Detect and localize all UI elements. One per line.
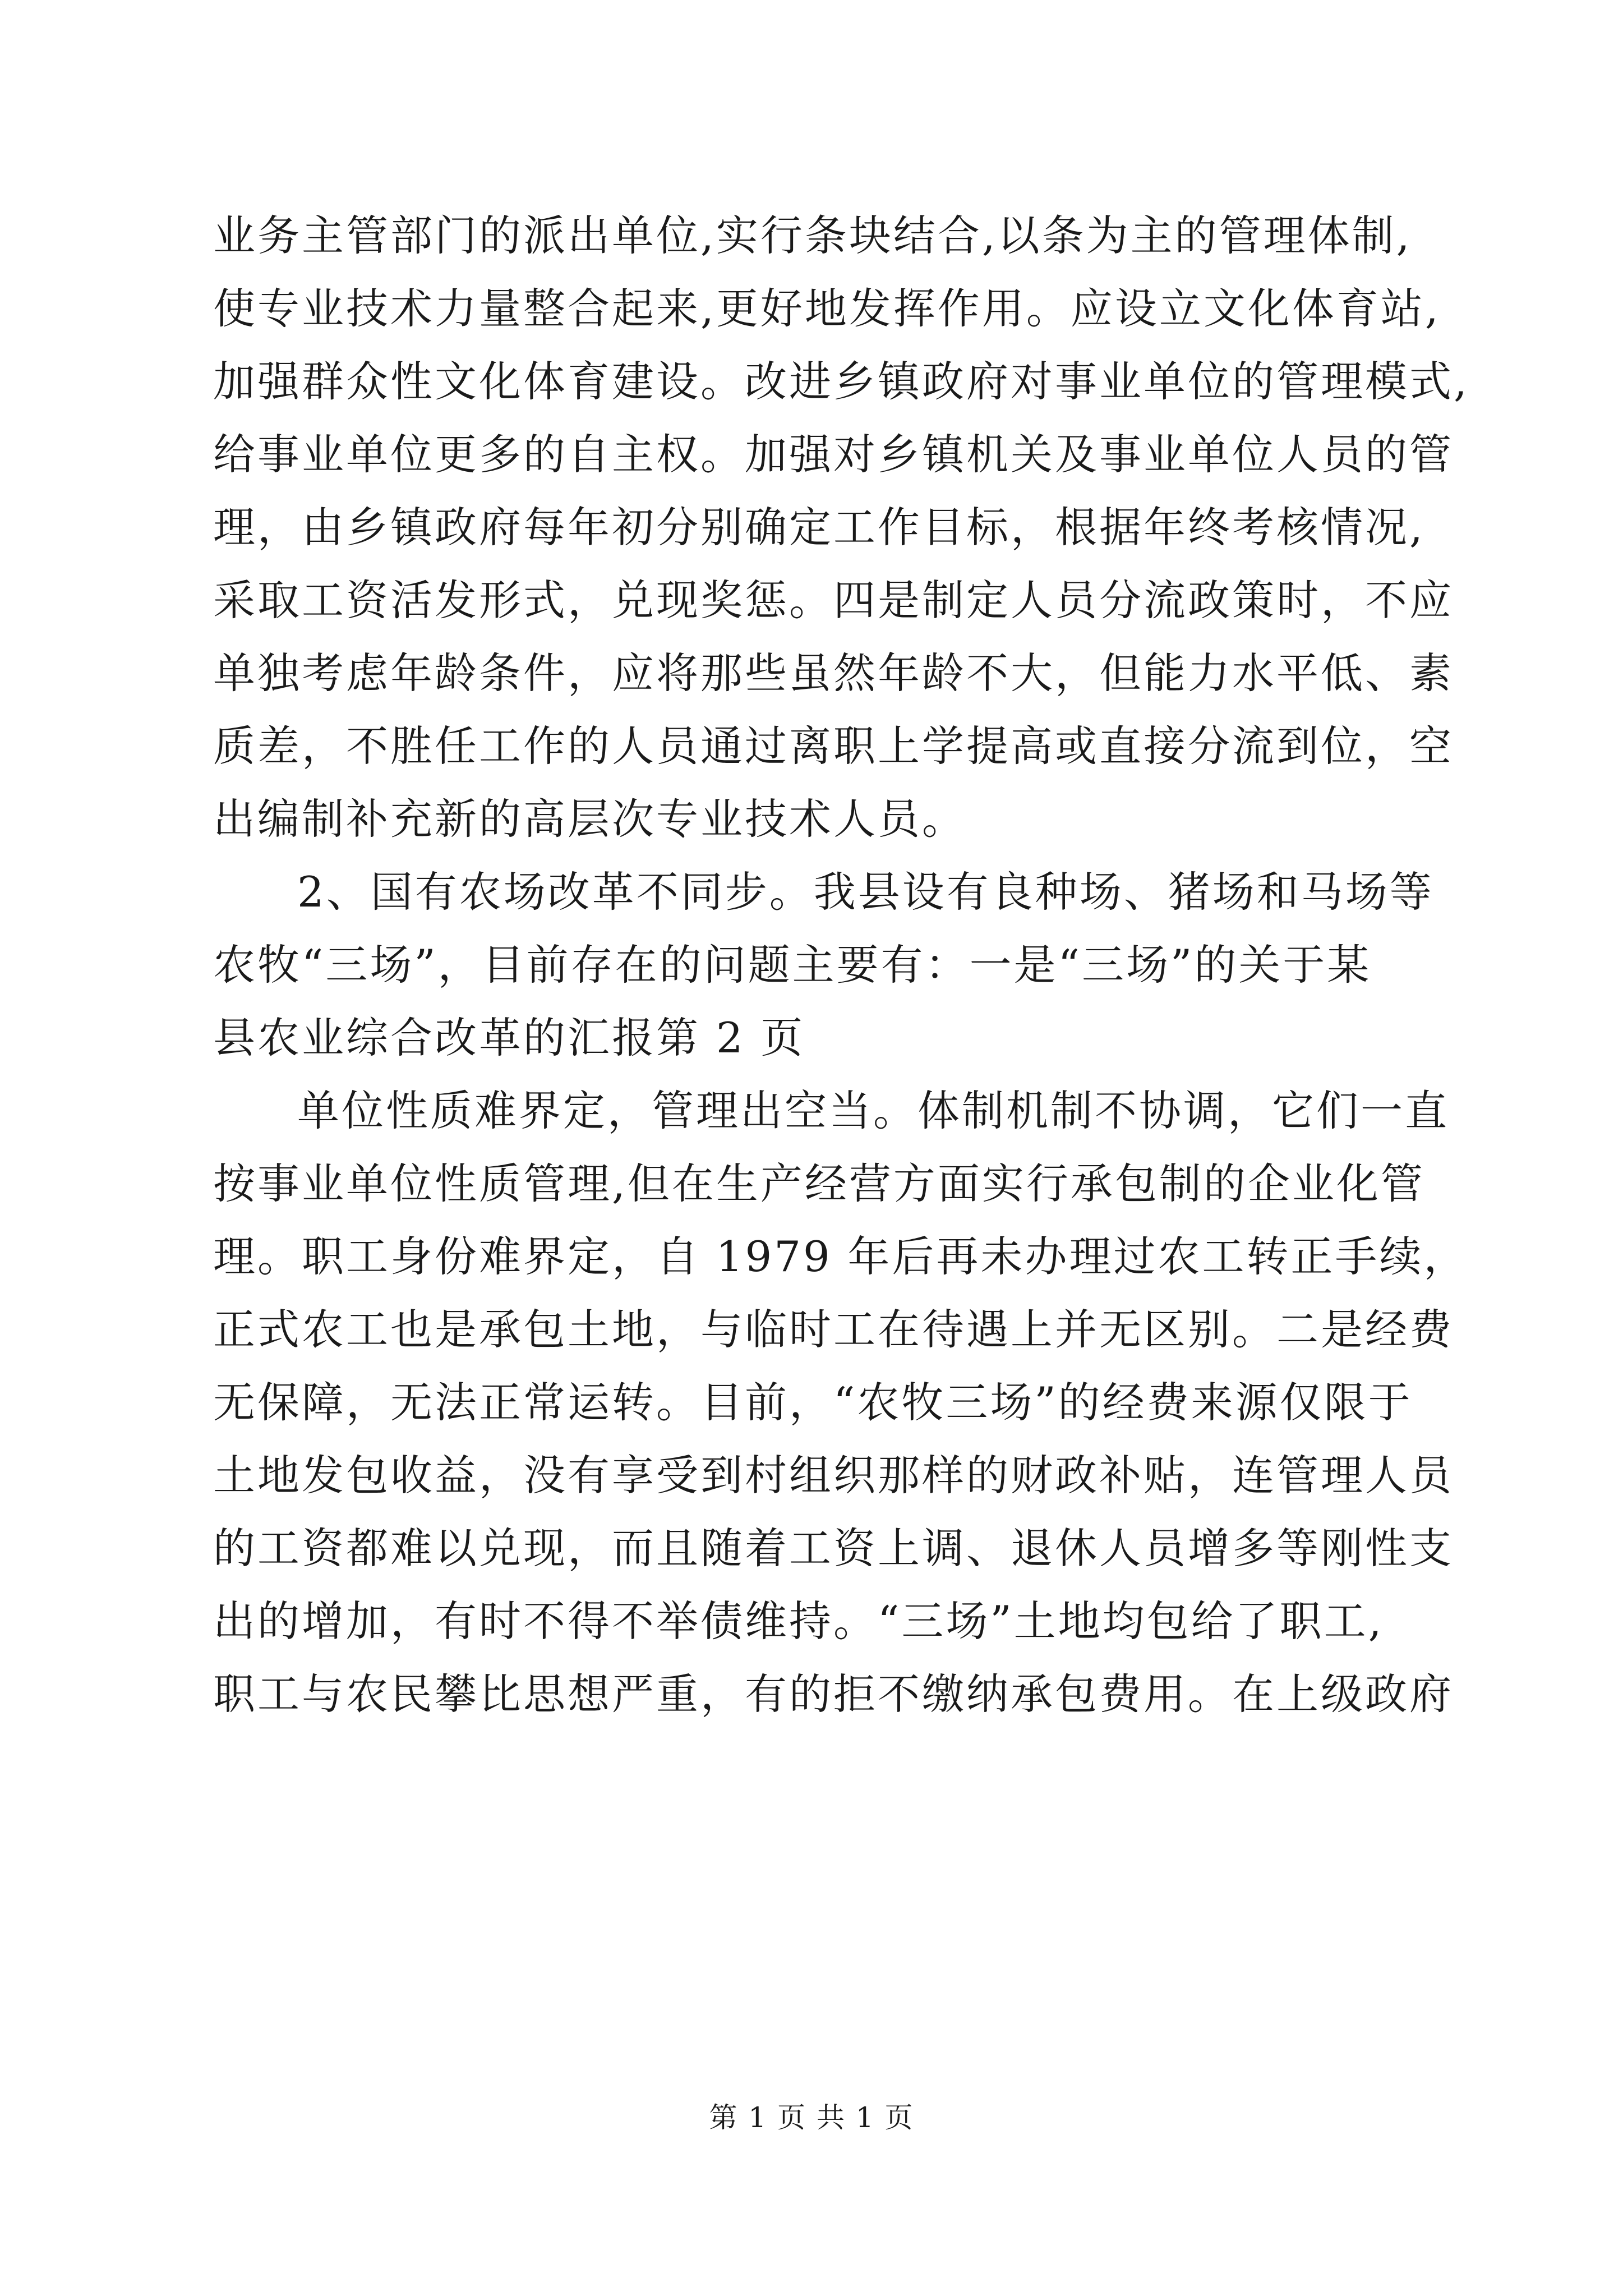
text-line: 业务主管部门的派出单位,实行条块结合,以条为主的管理体制,: [213, 211, 1412, 260]
text-line: 出的增加，有时不得不举债维持。“三场”土地均包给了职工,: [213, 1596, 1384, 1646]
text-line: 无保障，无法正常运转。目前，“农牧三场”的经费来源仅限于: [213, 1378, 1413, 1427]
text-line: 职工与农民攀比思想严重，有的拒不缴纳承包费用。在上级政府: [213, 1669, 1454, 1719]
text-line: 质差，不胜任工作的人员通过离职上学提高或直接分流到位，空: [213, 721, 1454, 771]
text-line: 采取工资活发形式，兑现奖惩。四是制定人员分流政策时，不应: [213, 576, 1454, 625]
text-line: 使专业技术力量整合起来,更好地发挥作用。应设立文化体育站,: [213, 284, 1441, 333]
text-line: 县农业综合改革的汇报第 2 页: [213, 1013, 805, 1062]
paragraph-start-line: 2、国有农场改革不同步。我县设有良种场、猪场和马场等: [297, 867, 1434, 917]
text-line: 农牧“三场”，目前存在的问题主要有：一是“三场”的关于某: [213, 940, 1372, 990]
text-line: 给事业单位更多的自主权。加强对乡镇机关及事业单位人员的管: [213, 430, 1454, 479]
text-line: 加强群众性文化体育建设。改进乡镇政府对事业单位的管理模式,: [213, 357, 1469, 406]
paragraph-start-line: 单位性质难界定，管理出空当。体制机制不协调，它们一直: [297, 1086, 1450, 1135]
text-line: 按事业单位性质管理,但在生产经营方面实行承包制的企业化管: [213, 1159, 1425, 1208]
text-line: 正式农工也是承包土地，与临时工在待遇上并无区别。二是经费: [213, 1305, 1454, 1354]
text-line: 土地发包收益，没有享受到村组织那样的财政补贴，连管理人员: [213, 1451, 1454, 1500]
text-line: 单独考虑年龄条件，应将那些虽然年龄不大，但能力水平低、素: [213, 648, 1454, 698]
text-line: 出编制补充新的高层次专业技术人员。: [213, 794, 967, 844]
text-line: 理。职工身份难界定，自 1979 年后再未办理过农工转正手续，: [213, 1232, 1468, 1281]
text-line: 的工资都难以兑现，而且随着工资上调、退休人员增多等刚性支: [213, 1524, 1454, 1573]
text-line: 理，由乡镇政府每年初分别确定工作目标，根据年终考核情况,: [213, 503, 1425, 552]
page-footer: 第 1 页 共 1 页: [709, 2101, 914, 2134]
